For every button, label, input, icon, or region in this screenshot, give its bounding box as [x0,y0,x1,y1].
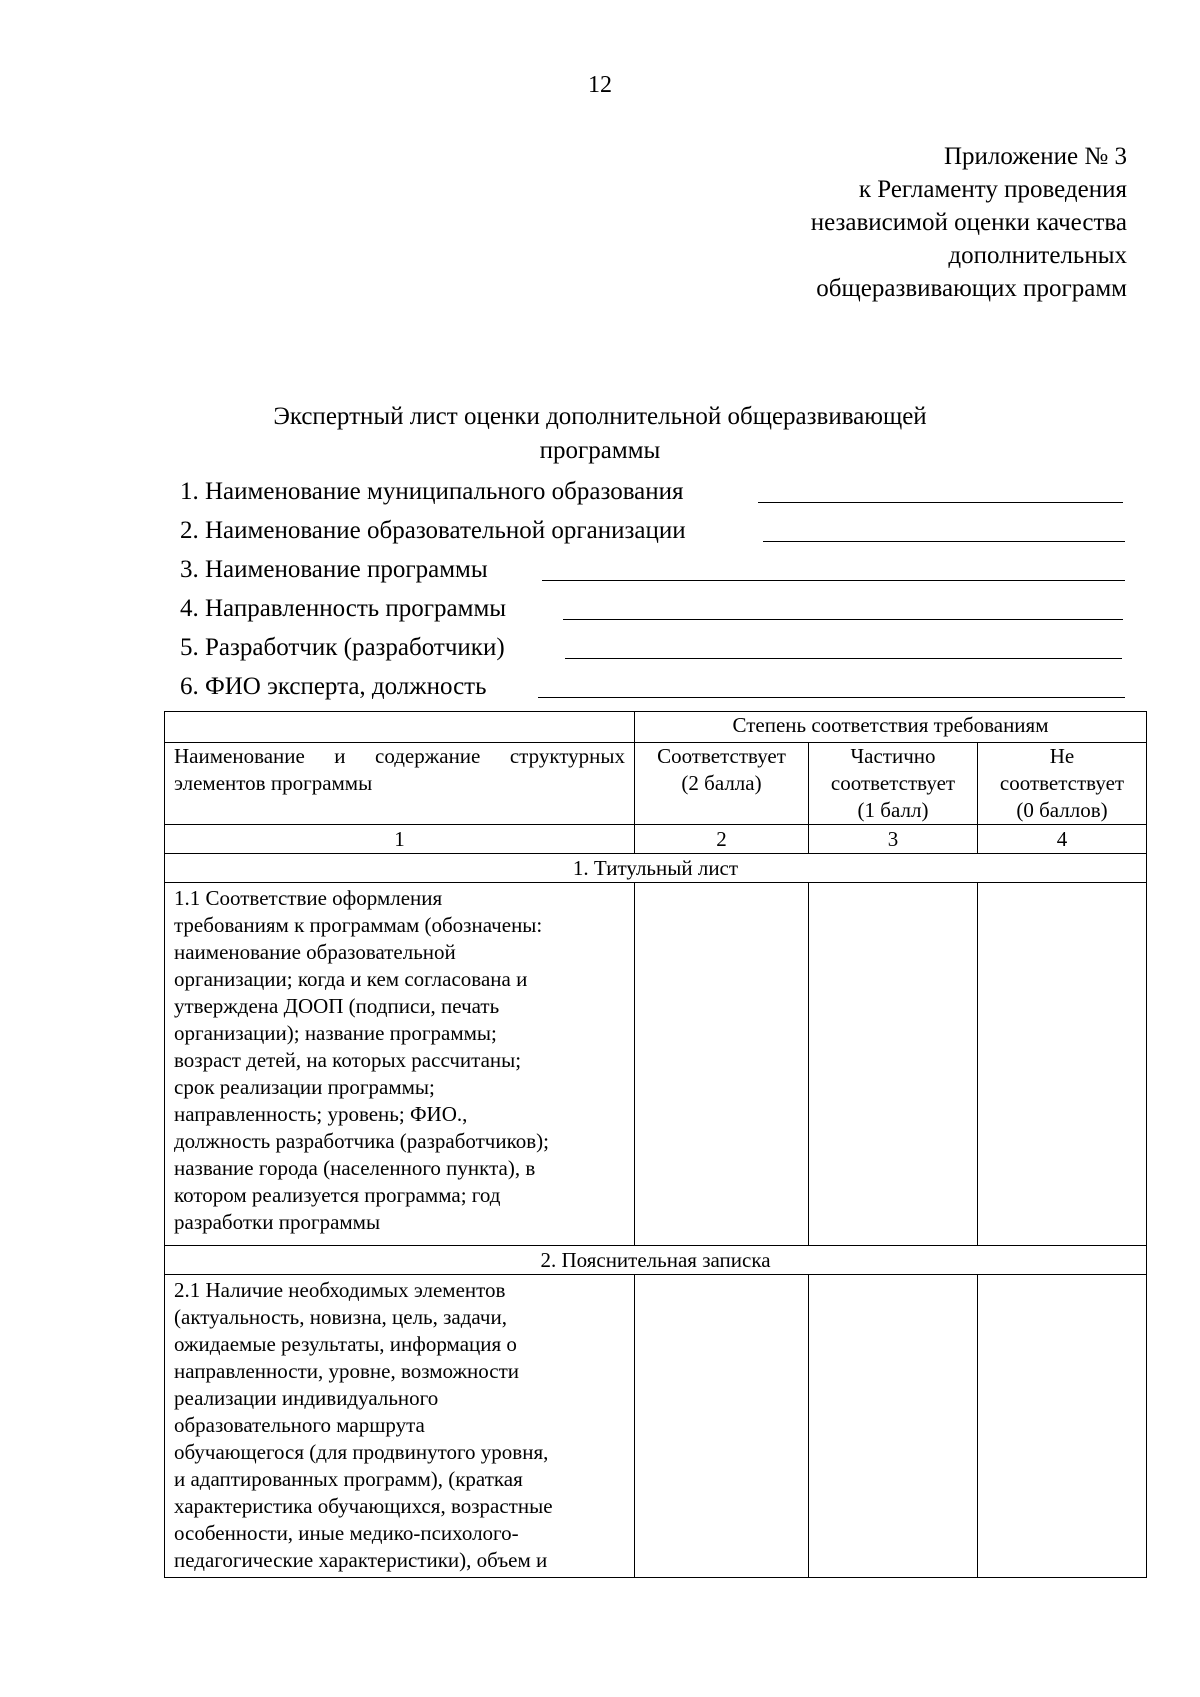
fill-in-line[interactable] [538,697,1125,698]
field-label: 3. Наименование программы [180,556,488,583]
column-number: 2 [635,825,809,854]
criterion-line: направленности, уровне, возможности [174,1359,520,1383]
criterion-line: характеристика обучающихся, возрастные [174,1494,553,1518]
criterion-line: возраст детей, на которых рассчитаны; [174,1048,522,1072]
section-title: 1. Титульный лист [165,854,1147,883]
column-header-elements: Наименование и содержание структурных элементов программы [165,743,635,825]
field-program-name [180,550,1130,589]
criterion-line: 2.1 Наличие необходимых элементов [174,1278,506,1302]
header-line: Соответствует [657,744,786,768]
header-line: соответствует [830,771,956,795]
document-title-line: программы [539,437,661,464]
criterion-line: особенности, иные медико-психолого- [174,1521,519,1545]
section-row [165,854,1147,883]
group-header: Степень соответствия требованиям [635,712,1147,743]
criterion-cell [165,1275,635,1578]
section-row [165,1246,1147,1275]
criterion-line: организации); название программы; [174,1021,497,1045]
appendix-line: общеразвивающих программ [816,275,1127,302]
field-organization [180,511,1130,550]
fill-in-line[interactable] [565,658,1122,659]
column-number: 4 [978,825,1147,854]
evaluation-table [164,711,1147,1578]
criterion-line: ожидаемые результаты, информация о [174,1332,517,1356]
criterion-line: и адаптированных программ), (краткая [174,1467,523,1491]
column-number: 1 [165,825,635,854]
score-cell-partially[interactable] [809,1275,978,1578]
table-header-row [165,712,1147,743]
appendix-line: Приложение № 3 [943,143,1127,170]
fill-in-line[interactable] [542,580,1125,581]
document-title-line: Экспертный лист оценки дополнительной общеразвивающей [273,403,927,430]
appendix-line: дополнительных [948,242,1127,269]
document-title [150,400,1050,468]
criterion-line: должность разработчика (разработчиков); [174,1129,549,1153]
criterion-line: требованиям к программам (обозначены: [174,913,543,937]
fill-in-line[interactable] [563,619,1123,620]
header-line: (0 баллов) [1016,798,1108,822]
field-label: 5. Разработчик (разработчики) [180,634,505,661]
score-cell-partially[interactable] [809,883,978,1246]
section-title: 2. Пояснительная записка [165,1246,1147,1275]
appendix-line: независимой оценки качества [810,209,1127,236]
table-row [165,1275,1147,1578]
criterion-line: организации; когда и кем согласована и [174,967,528,991]
column-header-partially [809,743,978,825]
criterion-line: 1.1 Соответствие оформления [174,886,443,910]
field-label: 2. Наименование образовательной организации [180,517,686,544]
field-label: 1. Наименование муниципального образования [180,478,684,505]
column-number: 3 [809,825,978,854]
score-cell-not-complies[interactable] [978,1275,1147,1578]
criterion-line: направленность; уровень; ФИО., [174,1102,468,1126]
field-program-focus [180,589,1130,628]
score-cell-not-complies[interactable] [978,883,1147,1246]
appendix-header [811,140,1127,305]
header-line: соответствует [999,771,1125,795]
fill-in-line[interactable] [763,541,1125,542]
appendix-line: к Регламенту проведения [858,176,1127,203]
criterion-line: наименование образовательной [174,940,456,964]
header-line: Не [1049,744,1075,768]
criterion-line: разработки программы [174,1210,381,1234]
criterion-line: срок реализации программы; [174,1075,435,1099]
field-developer [180,628,1130,667]
column-header-not-complies [978,743,1147,825]
criterion-line: педагогические характеристики), объем и [174,1548,548,1572]
field-expert [180,667,1130,706]
header-line: (1 балл) [857,798,929,822]
column-header-complies [635,743,809,825]
fill-in-line[interactable] [758,502,1123,503]
header-empty-cell [165,712,635,743]
criterion-line: котором реализуется программа; год [174,1183,501,1207]
criterion-line: название города (населенного пункта), в [174,1156,536,1180]
table-header-row [165,743,1147,825]
criterion-line: (актуальность, новизна, цель, задачи, [174,1305,507,1329]
field-label: 4. Направленность программы [180,595,507,622]
criterion-line: реализации индивидуального [174,1386,439,1410]
criterion-line: обучающегося (для продвинутого уровня, [174,1440,549,1464]
page-number: 12 [588,72,612,98]
field-label: 6. ФИО эксперта, должность [180,673,487,700]
criterion-cell [165,883,635,1246]
header-line: (2 балла) [681,771,762,795]
criterion-line: утверждена ДООП (подписи, печать [174,994,500,1018]
header-line: Частично [850,744,936,768]
field-municipality [180,472,1130,511]
score-cell-complies[interactable] [635,883,809,1246]
form-fields [180,472,1130,706]
criterion-line: образовательного маршрута [174,1413,425,1437]
score-cell-complies[interactable] [635,1275,809,1578]
column-number-row [165,825,1147,854]
table-row [165,883,1147,1246]
